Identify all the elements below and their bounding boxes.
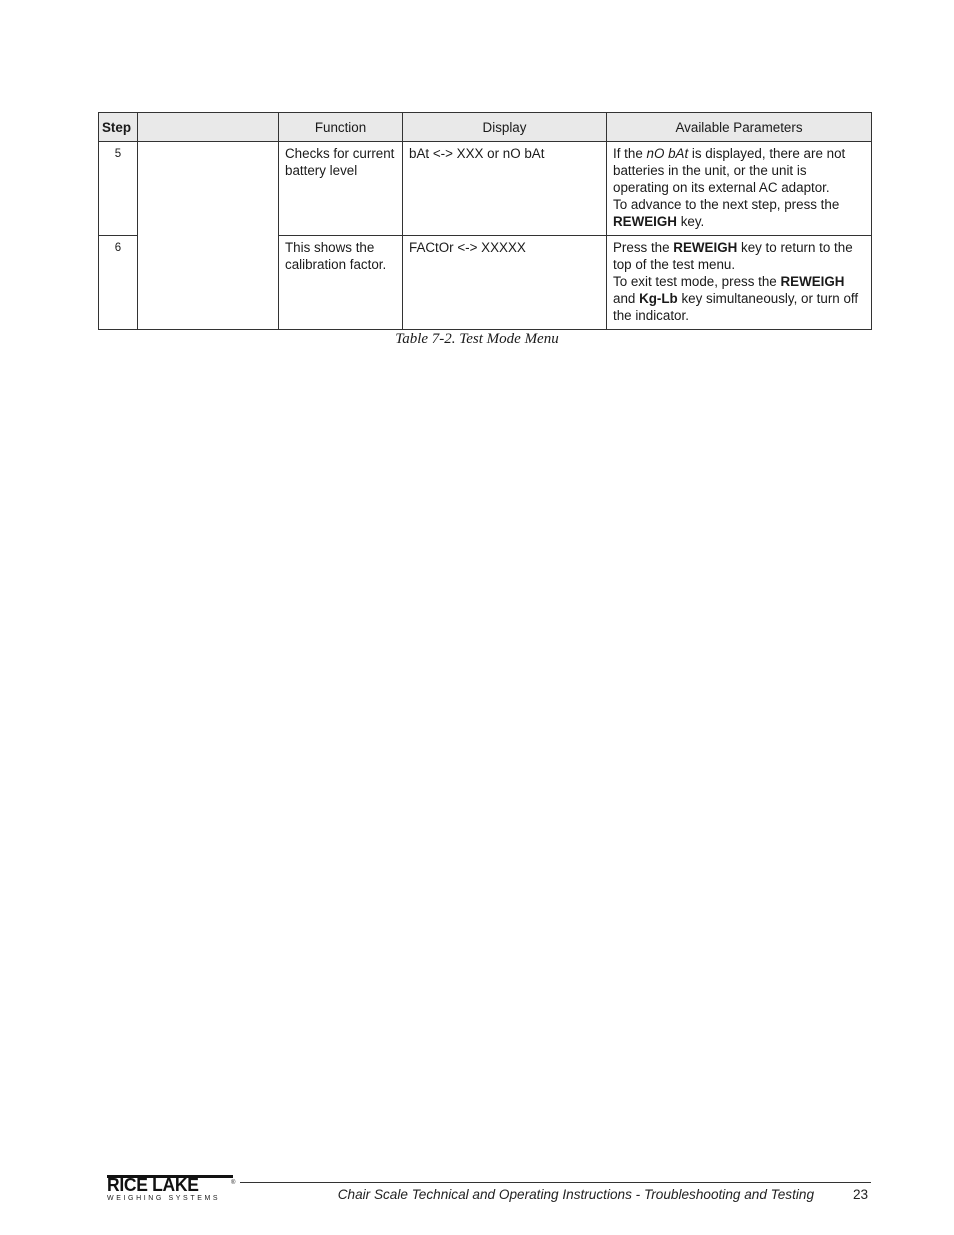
function-line: Checks for current xyxy=(285,146,395,161)
parameters-line: and Kg-Lb key simultaneously, or turn off xyxy=(613,291,859,306)
parameters-line: To exit test mode, press the REWEIGH xyxy=(613,274,845,289)
header-display: Display xyxy=(403,113,607,142)
header-blank xyxy=(138,113,279,142)
parameters-line: Press the REWEIGH key to return to the xyxy=(613,240,853,255)
logo-subtitle: WEIGHING SYSTEMS xyxy=(107,1195,221,1202)
parameters-line: the indicator. xyxy=(613,308,689,323)
table-row xyxy=(99,142,872,236)
header-step: Step xyxy=(99,113,138,142)
key-name: REWEIGH xyxy=(780,274,845,289)
parameters-cell xyxy=(607,142,872,236)
display-code: nO bAt xyxy=(646,146,689,161)
registered-mark: ® xyxy=(231,1180,236,1186)
header-function: Function xyxy=(279,113,403,142)
parameters-cell xyxy=(607,236,872,330)
logo-name: RICE LAKE xyxy=(107,1173,199,1195)
function-line: calibration factor. xyxy=(285,257,387,272)
key-name: Kg-Lb xyxy=(639,291,678,306)
parameters-line: top of the test menu. xyxy=(613,257,736,272)
blank-cell xyxy=(138,142,279,330)
footer-title: Chair Scale Technical and Operating Instructions - Troubleshooting and Testing xyxy=(337,1187,814,1202)
table-caption: Table 7-2. Test Mode Menu xyxy=(395,331,559,347)
step-number: 6 xyxy=(99,236,138,330)
table-header-row xyxy=(99,113,872,142)
parameters-line: batteries in the unit, or the unit is xyxy=(613,163,807,178)
key-name: REWEIGH xyxy=(613,214,677,229)
function-line: This shows the xyxy=(285,240,375,255)
key-name: REWEIGH xyxy=(673,240,738,255)
function-cell xyxy=(279,142,403,236)
parameters-line: To advance to the next step, press the xyxy=(613,197,840,212)
footer-rule xyxy=(240,1182,871,1183)
test-mode-menu-table xyxy=(98,112,872,330)
function-line: battery level xyxy=(285,163,358,178)
page-number: 23 xyxy=(853,1187,869,1202)
parameters-line: operating on its external AC adaptor. xyxy=(613,180,830,195)
header-available-parameters: Available Parameters xyxy=(607,113,872,142)
step-number: 5 xyxy=(99,142,138,236)
rice-lake-logo xyxy=(107,1173,236,1205)
display-cell: FACtOr <-> XXXXX xyxy=(403,236,607,330)
parameters-line: REWEIGH key. xyxy=(613,214,705,229)
display-cell: bAt <-> XXX or nO bAt xyxy=(403,142,607,236)
parameters-line: If the nO bAt is displayed, there are not xyxy=(613,146,846,161)
function-cell xyxy=(279,236,403,330)
